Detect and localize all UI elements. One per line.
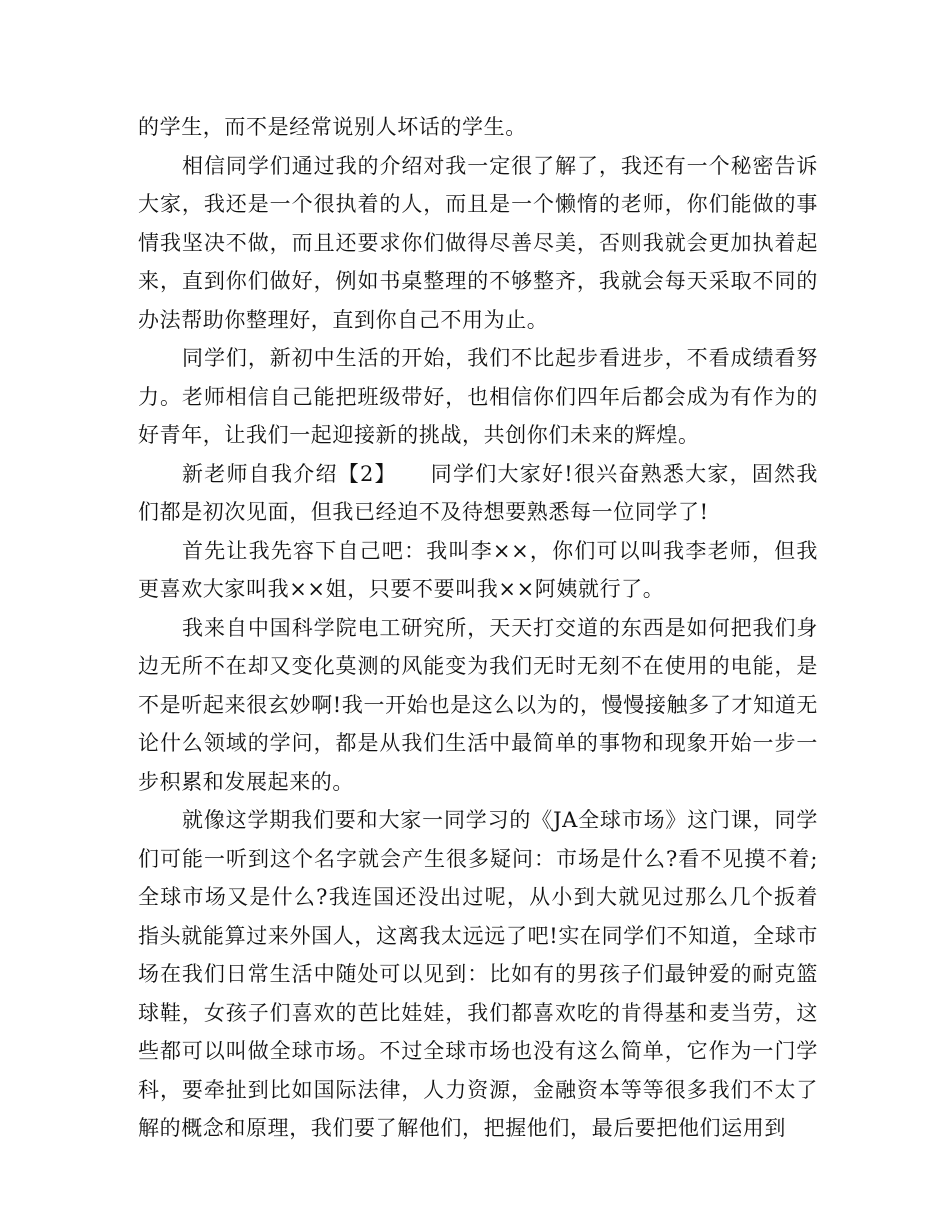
paragraph-5: 首先让我先容下自己吧：我叫李××，你们可以叫我李老师，但我更喜欢大家叫我××姐，只要不要叫我××阿姨就行了。: [138, 538, 818, 601]
paragraph-7: 就像这学期我们要和大家一同学习的《JA全球市场》这门课，同学们可能一听到这个名字就会产生很多疑问：市场是什么?看不见摸不着;全球市场又是什么?我连国还没出过呢，从小到大就见过那么几个扳着指头就能算过来外国人，这离我太远远了吧!实在同学们不知道，全球市场在我们日常生活中随处可以见到：比如有的男孩子们最钟爱的耐克篮球鞋，女孩子们喜欢的芭比娃娃，我们都喜欢吃的肯得基和麦当劳，这些都可以叫做全球市场。不过全球市场也没有这么简单，它作为一门学科，要牵扯到比如国际法律，人力资源，金融资本等等很多我们不太了解的概念和原理，我们要了解他们，把握他们，最后要把他们运用到: [138, 808, 818, 1140]
document-body: [138, 108, 818, 1148]
paragraph-3: 同学们，新初中生活的开始，我们不比起步看进步，不看成绩看努力。老师相信自己能把班级带好，也相信你们四年后都会成为有作为的好青年，让我们一起迎接新的挑战，共创你们未来的辉煌。: [138, 346, 818, 447]
paragraph-6: 我来自中国科学院电工研究所，天天打交道的东西是如何把我们身边无所不在却又变化莫测的风能变为我们无时无刻不在使用的电能，是不是听起来很玄妙啊!我一开始也是这么以为的，慢慢接触多了才知道无论什么领域的学问，都是从我们生活中最简单的事物和现象开始一步一步积累和发展起来的。: [138, 615, 818, 794]
paragraph-4: 新老师自我介绍【2】 同学们大家好!很兴奋熟悉大家，固然我们都是初次见面，但我已经迫不及待想要熟悉每一位同学了!: [138, 461, 818, 524]
paragraph-1: 的学生，而不是经常说别人坏话的学生。: [138, 115, 527, 139]
paragraph-2: 相信同学们通过我的介绍对我一定很了解了，我还有一个秘密告诉大家，我还是一个很执着的人，而且是一个懒惰的老师，你们能做的事情我坚决不做，而且还要求你们做得尽善尽美，否则我就会更加执着起来，直到你们做好，例如书桌整理的不够整齐，我就会每天采取不同的办法帮助你整理好，直到你自己不用为止。: [138, 153, 818, 332]
